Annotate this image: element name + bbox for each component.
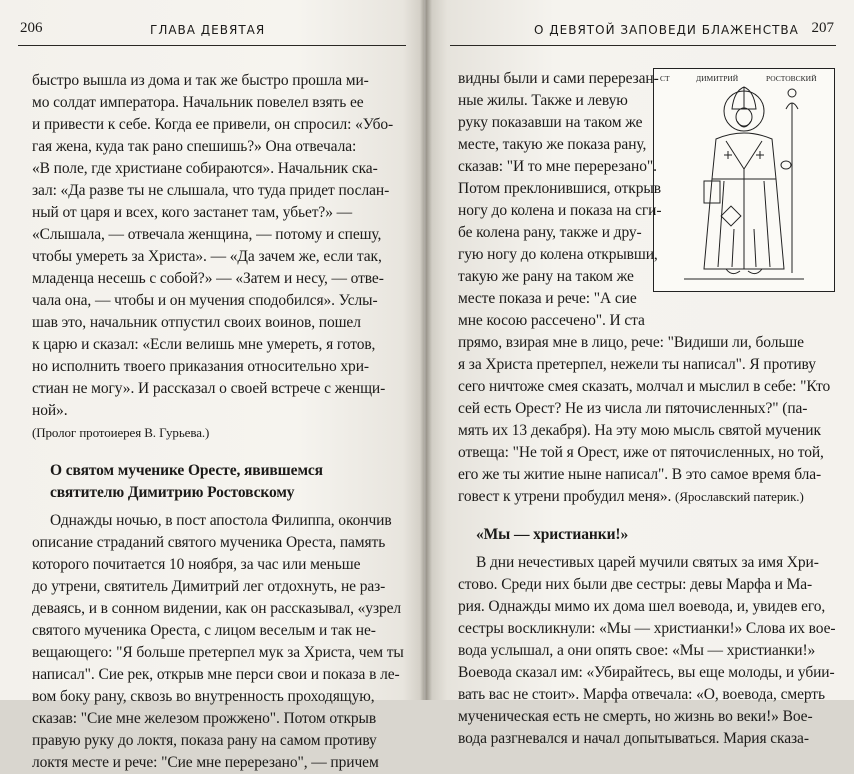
spacer [32, 444, 404, 460]
text-line: стово. Среди них были две сестры: девы Марфа и Ма- [458, 576, 813, 593]
text-line: ногу до колена и показа на сги- [458, 202, 662, 219]
left-page [0, 0, 424, 771]
text-line: быстро вышла из дома и так же быстро прошла ми- [32, 72, 369, 89]
text-line: В дни нечестивых царей мучили святых за имя Хри- [476, 554, 819, 571]
text-line: вать вас не стоит». Марфа отвечала: «О, воевода, смерть [458, 686, 825, 703]
header-rule-right [450, 45, 836, 46]
text-line: правую руку до локтя, показа рану на самом противу [32, 732, 377, 749]
text-line: сей есть Орест? Не из числа ли пяточисленных?" (па- [458, 400, 808, 417]
text-line: стиан не могу». И рассказал о своей встрече с женщи- [32, 380, 386, 397]
text-line: ной». [32, 402, 68, 419]
running-head-right: О ДЕВЯТОЙ ЗАПОВЕДИ БЛАЖЕНСТВА [534, 23, 799, 37]
text-line: Потом преклонившися, открыв [458, 180, 661, 197]
text-line: но исполнить твоего приказания относительно хри- [32, 358, 369, 375]
text-line: младенца несешь с собой?» — «Затем и несу, — отве- [32, 270, 384, 287]
text-line: вещающего: "Я больше претерпел мук за Христа, чем ты [32, 644, 404, 661]
text-line: месте, такую же показа рану, [458, 136, 647, 153]
text-line [458, 486, 835, 508]
right-page [426, 0, 854, 747]
text-line: месте показа и рече: "А сие [458, 290, 637, 307]
text-line: я за Христа претерпел, нежели ты написал". Я противу [458, 356, 816, 373]
text-line: и привести к себе. Когда ее привели, он спросил: «Убо- [32, 116, 394, 133]
text-line: Однажды ночью, в пост апостола Филиппа, окончив [50, 512, 392, 529]
text-line: мученическая есть не смерть, но жизнь во веки!» Вое- [458, 708, 813, 725]
text-line: гую ногу до колена открывши, [458, 246, 658, 263]
text-line: которого почитается 10 ноября, за час или меньше [32, 556, 361, 573]
text-line: гая жена, куда так рано спешишь?» Она отвечала: [32, 138, 357, 155]
text-line: вом боку рану, сквозь во внутренность проходящую, [32, 688, 375, 705]
text-line: написал". Сие рек, открыв мне перси свои и показа в ле- [32, 666, 400, 683]
running-head-left: ГЛАВА ДЕВЯТАЯ [150, 23, 266, 37]
section-heading: «Мы — христианки!» [476, 526, 629, 543]
text-line: ные жилы. Также и левую [458, 92, 628, 109]
left-text-block [32, 70, 404, 774]
text-line: мо солдат императора. Начальник повелел взять ее [32, 94, 364, 111]
text-line: локтя месте и рече: "Сие мне перерезано", — причем [32, 754, 379, 771]
source-citation: (Пролог протоиерея В. Гурьева.) [32, 425, 210, 440]
text-line: его же ты житие ныне написал". В это самое время бла- [458, 466, 822, 483]
text-line: прямо, взирая мне в лицо, рече: "Видиши ли, больше [458, 334, 804, 351]
text-line: деваясь, и в сонном видении, как он рассказывал, «узрел [32, 600, 402, 617]
text-line: вода услышал, а они опять свое: «Мы — христианки!» [458, 642, 816, 659]
text-fragment: говест к утрени пробудил меня». [458, 488, 672, 505]
spacer [458, 508, 835, 524]
text-line: чтобы умереть за Христа». — «Да зачем же, если так, [32, 248, 382, 265]
section-heading: святителю Димитрию Ростовскому [50, 484, 295, 501]
text-line: сего ничтоже смея сказать, молчал и мыслил в себе: "Кто [458, 378, 831, 395]
text-line: до утрени, святитель Димитрий лег отдохнуть, не раз- [32, 578, 386, 595]
text-line: святого мученика Ореста, с лицом веселым и так не- [32, 622, 376, 639]
page-number-right: 207 [811, 20, 834, 36]
text-line: ный от царя и всех, кого застанет там, убьет?» — [32, 204, 353, 221]
book-gutter [420, 0, 432, 700]
text-line: мять их 13 декабря). На эту мою мысль святой мученик [458, 422, 821, 439]
header-rule-left [18, 45, 406, 46]
text-line: видны были и сами перерезан- [458, 70, 659, 87]
text-line: к царю и сказал: «Если велишь мне умереть, я готов, [32, 336, 376, 353]
text-line: «Слышала, — отвечала женщина, — потому и спешу, [32, 226, 382, 243]
icon-caption-right: РОСТОВСКИЙ [766, 74, 817, 83]
source-citation: (Ярославский патерик.) [675, 489, 804, 504]
text-line: шав это, начальник отпустил своих воинов, пошел [32, 314, 361, 331]
section-heading: О святом мученике Оресте, явившемся [50, 462, 323, 479]
right-text-block [458, 68, 835, 750]
icon-caption-left: СТ [660, 74, 670, 83]
text-line: отвеща: "Не той я Орест, иже от пяточисленных, но той, [458, 444, 824, 461]
icon-caption-mid: ДИМИТРИЙ [696, 74, 739, 83]
text-line: «В поле, где христиане собираются». Начальник ска- [32, 160, 378, 177]
text-line: сказав: "Сие мне железом прожжено". Потом открыв [32, 710, 377, 727]
text-line: сестры воскликнули: «Мы — христианки!» Слова их вое- [458, 620, 836, 637]
text-line: описание страданий святого мученика Ореста, память [32, 534, 386, 551]
text-line: вода разгневался и начал допытываться. Мария сказа- [458, 730, 809, 747]
text-line: мне косою рассечено". И ста [458, 312, 645, 329]
text-line: руку показавши на таком же [458, 114, 643, 131]
text-line: чала она, — чтобы и он мучения сподобился». Услы- [32, 292, 378, 309]
text-line: бе колена рану, также и дру- [458, 224, 642, 241]
page-number-left: 206 [20, 20, 43, 36]
text-line: сказав: "И то мне перерезано". [458, 158, 657, 175]
text-line: рия. Однажды мимо их дома шел воевода, и, увидев его, [458, 598, 826, 615]
text-line: Воевода сказал им: «Убирайтесь, вы еще молоды, и убии- [458, 664, 835, 681]
text-line: зал: «Да разве ты не слышала, что туда придет послан- [32, 182, 390, 199]
text-line: такую же рану на таком же [458, 268, 634, 285]
